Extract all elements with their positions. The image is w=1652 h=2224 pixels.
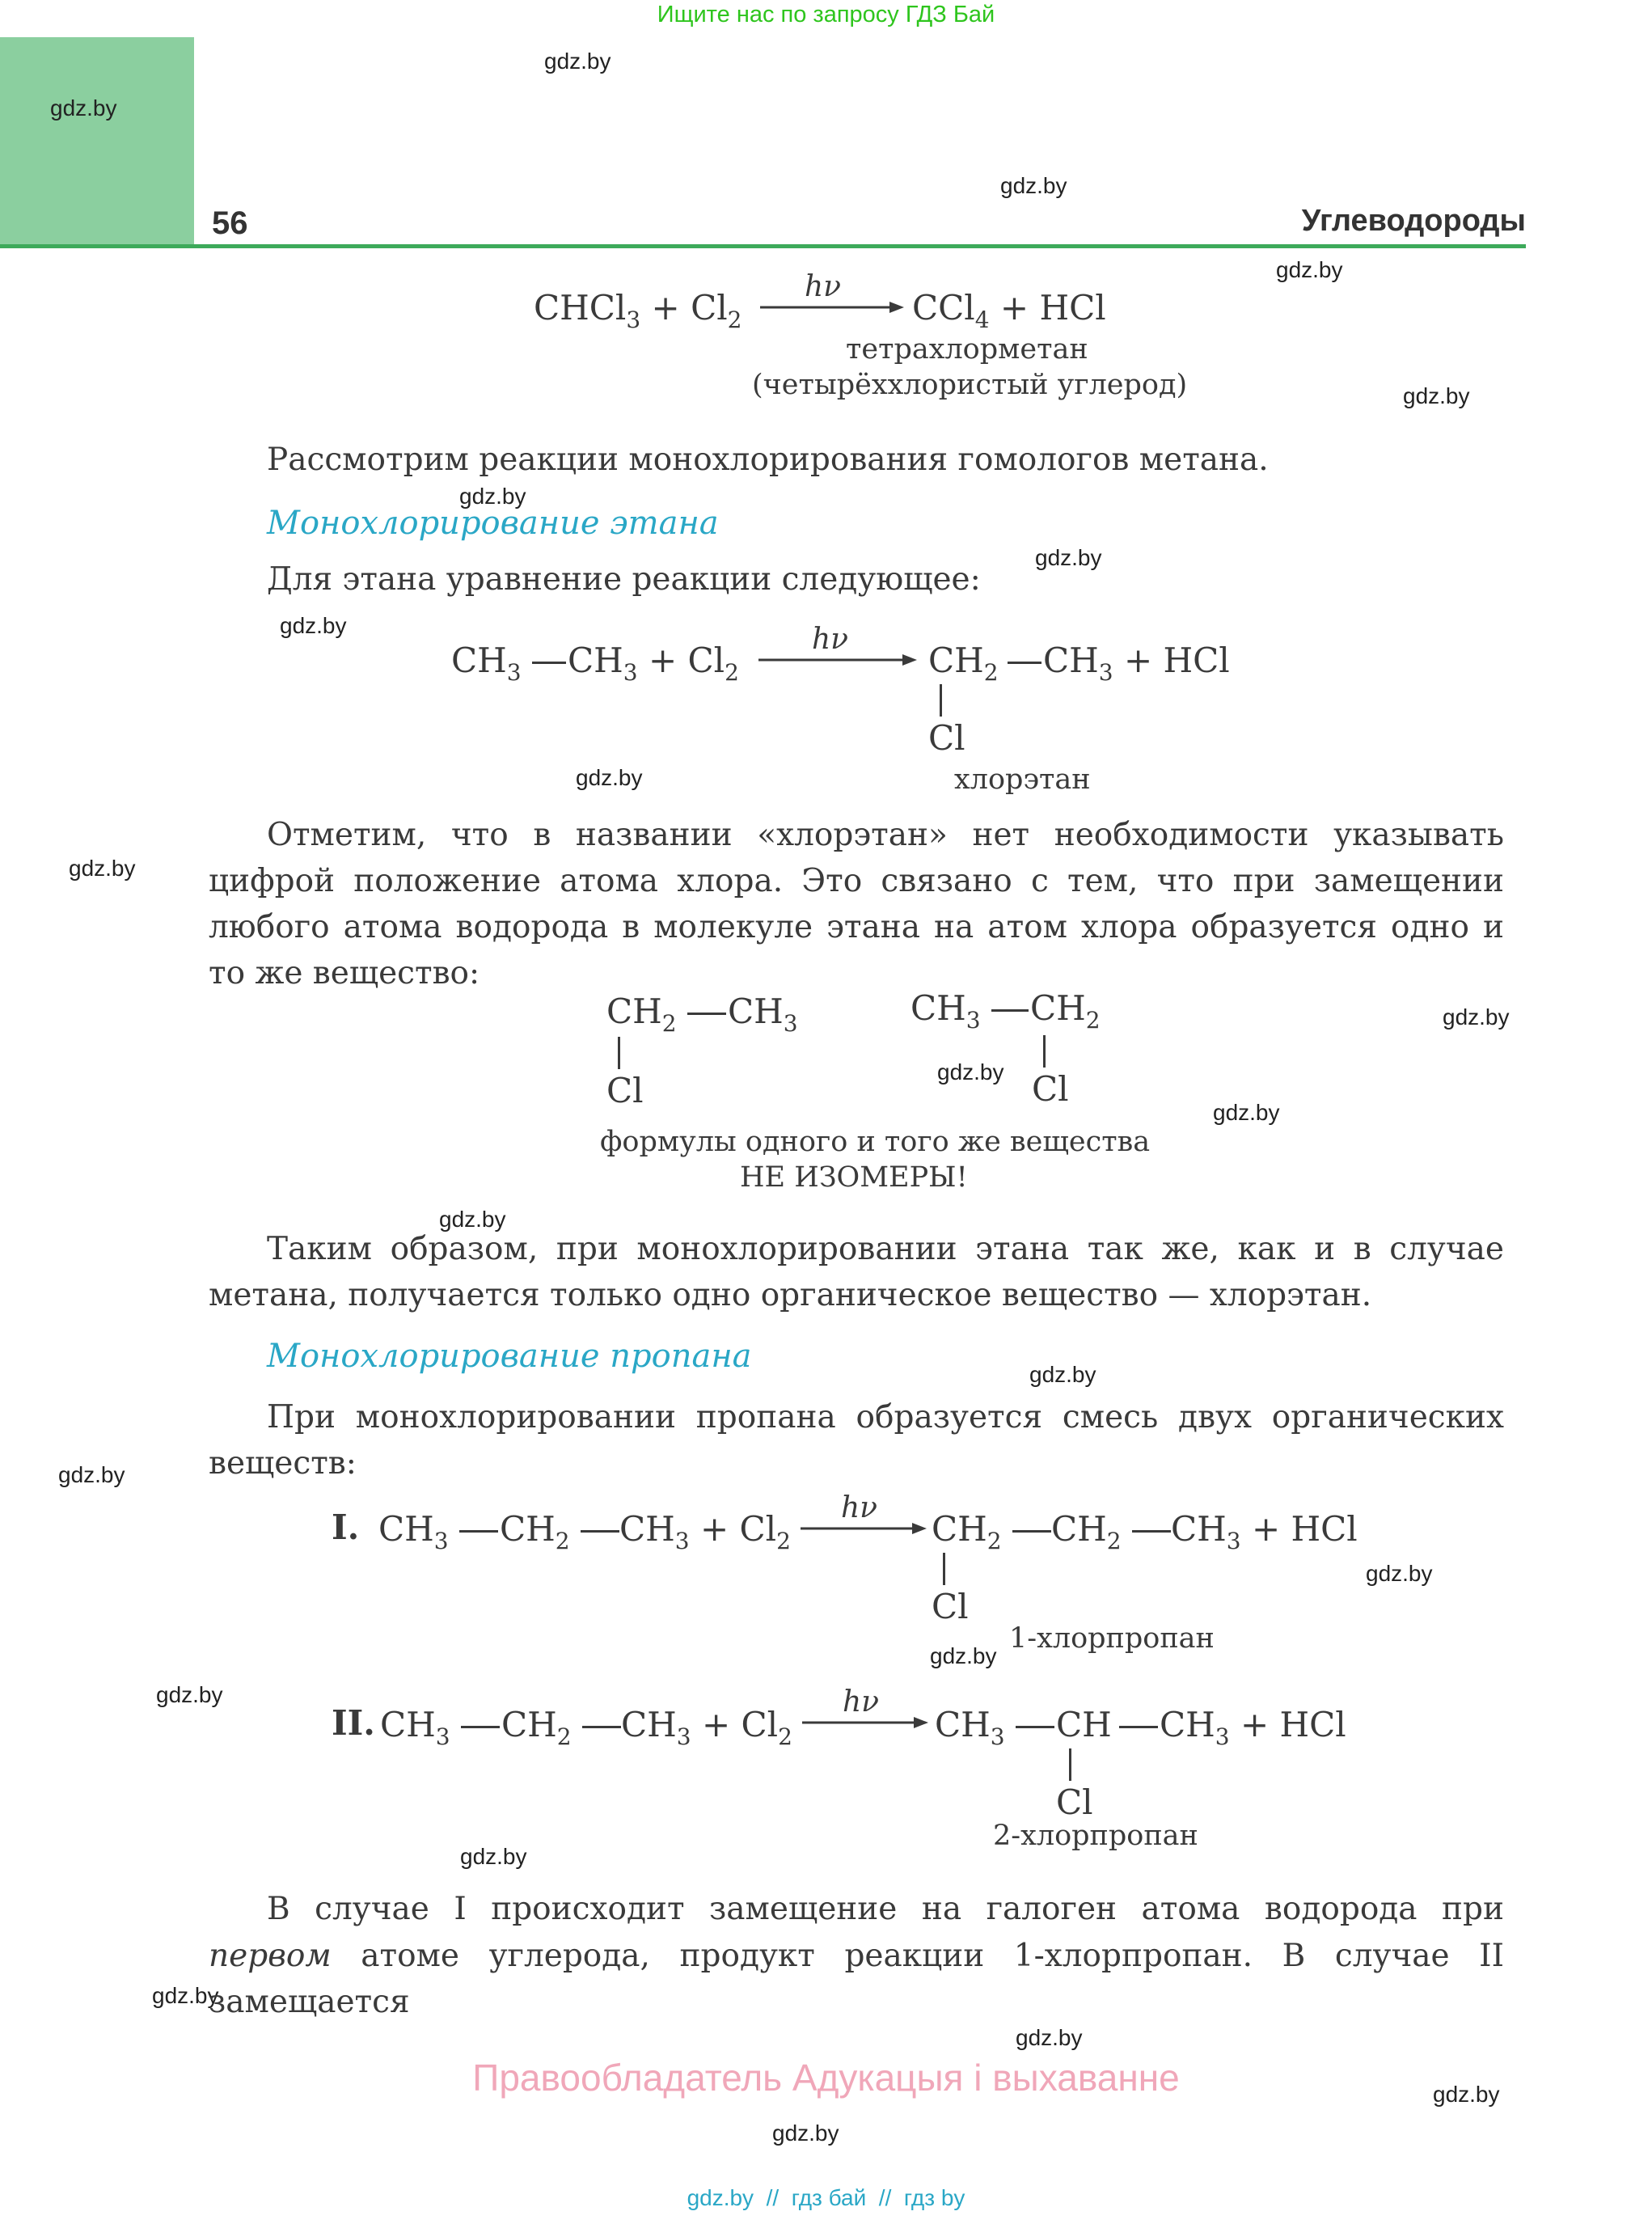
formula-right: $CH_3$ [911,988,981,1034]
top-banner[interactable]: Ищите нас по запросу ГДЗ Бай [657,2,995,27]
bond-line [1012,1530,1051,1533]
watermark: gdz.by [1403,383,1470,408]
eq2-p3: $CH_3$ + HCl [1160,1705,1346,1750]
ethane-product-2: $CH_3$ + HCl [1043,641,1230,686]
ethane-condition: hν [812,623,849,656]
formula-right-2: $CH_2$ [1030,988,1101,1034]
watermark: gdz.by [1035,545,1102,570]
eq2-arrow [802,1715,932,1731]
bond-line [1069,1748,1071,1781]
bond-line [581,1530,619,1533]
watermark: gdz.by [772,2120,839,2146]
watermark: gdz.by [50,95,117,121]
product-name-alt: (четырёххлористый углерод) [752,369,1188,401]
watermark: gdz.by [544,49,611,74]
section-title: Углеводороды [1301,204,1526,238]
bond-line [1119,1726,1158,1728]
emphasis-first: первом [209,1938,332,1974]
propane-heading: Монохлорирование пропана [267,1338,752,1375]
formulas-caption: формулы одного и того же вещества [600,1126,1151,1158]
watermark: gdz.by [937,1059,1004,1085]
reaction-arrow [760,299,906,315]
ethane-lead: Для этана уравнение реакции следующее: [267,561,981,598]
watermark: gdz.by [1016,2025,1083,2050]
reaction-ccl4: CHCl$_3$ + $Cl_2$ [534,288,742,333]
eq2-p2: CH [1056,1705,1112,1744]
bond-line [1016,1726,1054,1728]
bond-line [1043,1035,1046,1068]
eq2-label: II. [332,1703,375,1743]
bond-line [943,1553,945,1585]
watermark: gdz.by [152,1983,219,2008]
watermark: gdz.by [1029,1362,1096,1387]
ethane-note: Отметим, что в названии «хлорэтан» нет необходимости указывать цифрой положение атома хлора. Это связано с тем, что при замещении любого атома водорода в молекуле этана на атом хлора образуется одно и то же вещество: [209,817,1504,991]
bond-line [991,1009,1029,1012]
watermark: gdz.by [1366,1561,1433,1586]
ethane-product-cl: Cl [928,718,965,758]
reaction-product: CCl$_4$ + HCl [912,288,1106,333]
reaction-condition: hν [805,270,842,303]
eq1-r2: $CH_2$ [500,1509,570,1554]
eq2-r1: $CH_3$ [380,1705,450,1750]
eq1-product-name: 1-хлорпропан [1009,1622,1215,1655]
eq2-cl: Cl [1056,1782,1093,1822]
watermark: gdz.by [1000,173,1067,198]
corner-block [0,37,194,246]
ethane-reactant-2: $CH_3 + Cl_2$ [568,641,739,686]
eq1-arrow [801,1520,930,1537]
eq1-p3: $CH_3$ + HCl [1171,1509,1358,1554]
bond-line [461,1726,500,1728]
watermark: gdz.by [1433,2082,1500,2107]
ethane-product-1: $CH_2$ [928,641,999,686]
eq1-r3: $CH_3 + Cl_2$ [619,1509,791,1554]
eq1-condition: hν [841,1491,878,1524]
ethane-equation: $CH_3$ [451,641,522,686]
watermark: gdz.by [1443,1004,1510,1030]
eq1-cl: Cl [932,1587,969,1626]
watermark: gdz.by [459,484,526,509]
formula-left-cl: Cl [606,1071,644,1110]
watermark: gdz.by [156,1682,223,1707]
bond-line [582,1726,621,1728]
bond-line [687,1013,726,1015]
bond-line [1132,1530,1171,1533]
eq1-p2: $CH_2$ [1051,1509,1122,1554]
watermark: gdz.by [576,765,643,790]
watermark: gdz.by [460,1844,527,1869]
bond-line [1008,662,1041,664]
watermark: gdz.by [69,856,136,881]
eq2-product-name: 2-хлорпропан [993,1820,1198,1852]
eq1-r1: $CH_3$ [378,1509,449,1554]
ethane-arrow [758,652,920,668]
final-paragraph-line-2: первом атоме углерода, продукт реакции 1-хлорпропан. В случае II замещается [209,1938,1504,2020]
bond-line [940,684,942,717]
footer-links[interactable]: gdz.by // гдз бай // гдз by [687,2185,965,2210]
propane-lead: При монохлорировании пропана образуется смесь двух органических веществ: [209,1399,1504,1482]
eq2-r2: $CH_2$ [501,1705,572,1750]
ethane-product-name: хлорэтан [954,763,1091,796]
copyright: Правообладатель Адукацыя і выхаванне [472,2057,1180,2099]
page-number: 56 [212,205,248,241]
eq2-r3: $CH_3 + Cl_2$ [621,1705,792,1750]
watermark: gdz.by [930,1643,997,1668]
ethane-conclusion: Таким образом, при монохлорировании этана так же, как и в случае метана, получается только одно органическое вещество — хлорэтан. [209,1231,1504,1313]
formula-right-cl: Cl [1032,1069,1069,1109]
intro-paragraph: Рассмотрим реакции монохлорирования гомологов метана. [267,442,1269,478]
bond-line [618,1037,620,1069]
bond-line [459,1530,498,1533]
eq1-label: I. [332,1507,360,1547]
ethane-heading: Монохлорирование этана [267,505,719,542]
watermark: gdz.by [58,1462,125,1487]
bond-line [532,662,566,664]
header-rule [0,244,1526,248]
watermark: gdz.by [1276,257,1343,282]
watermark: gdz.by [1213,1100,1280,1125]
watermark: gdz.by [439,1207,506,1232]
formula-left-2: $CH_3$ [728,991,798,1037]
watermark: gdz.by [280,613,347,638]
final-paragraph-line-1: В случае I происходит замещение на галоген атома водорода при [267,1891,1504,1927]
product-name: тетрахлорметан [846,333,1088,366]
eq1-p1: $CH_2$ [932,1509,1002,1554]
formula-left: $CH_2$ [606,991,677,1037]
formulas-caption-2: НЕ ИЗОМЕРЫ! [740,1161,968,1194]
eq2-p1: $CH_3$ [935,1705,1005,1750]
eq2-condition: hν [843,1685,880,1719]
